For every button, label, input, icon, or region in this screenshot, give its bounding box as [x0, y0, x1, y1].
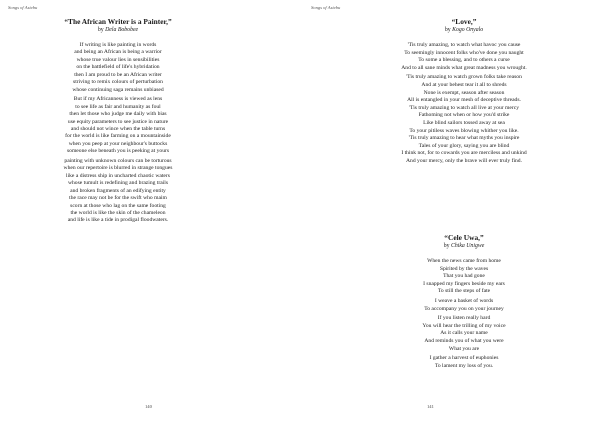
poem-line: I gather a harvest of euphonies: [429, 355, 499, 362]
byline: [11, 26, 225, 34]
poem-line: To your pitiless waves blowing whither you like.: [409, 127, 519, 134]
poem-line: All is entangled in your mesh of deceptive threads.: [407, 97, 521, 104]
poem-line: And to all sane minds what great madness you wrought.: [401, 64, 527, 71]
poem-line: when you peep at your neighbour's buttocks: [68, 140, 168, 147]
author-name: Chika Unigwe: [450, 243, 485, 249]
poem-african-writer: [11, 17, 225, 227]
poem-line: like a distress ship in uncharted chaotic waters: [66, 172, 170, 179]
poem-line: To some a blessing, and to others a curse: [418, 57, 510, 64]
poem-line: whose tumult is redefining and brazing trails: [67, 180, 169, 187]
poem-line: I weave a basket of words: [434, 297, 494, 304]
poem-body: [11, 42, 225, 225]
poem-line: Spirited by the waves: [439, 265, 489, 272]
poem-line: You will hear the trilling of my voice: [422, 322, 506, 329]
poem-line: When the news came from home: [427, 258, 501, 264]
poem-line: for the world is like farming on a mountainside: [65, 133, 171, 140]
poem-line: If you listen really hard: [437, 315, 491, 322]
stanza: [359, 315, 569, 353]
running-head: Songs of Asiebu: [311, 5, 341, 10]
poem-line: scorn at those who lag on the same footing: [70, 202, 166, 209]
poem-line: then let those who judge me daily with bias: [69, 111, 167, 118]
page-number: 141: [427, 404, 434, 409]
running-head: Songs of Asiebu: [8, 5, 38, 10]
stanza: [359, 74, 569, 165]
stanza: [11, 96, 225, 156]
poem-line: Tales of your glory, saying you are blind: [418, 142, 510, 149]
page-number: 140: [145, 404, 152, 409]
poem-line: 'Tis truly amazing, to watch what havoc you cause: [407, 42, 521, 48]
poem-line: and being an African is being a warrior: [74, 49, 162, 56]
poem-line: 'Tis truly amazing to watch grown folks take reason: [406, 74, 522, 81]
poem-line: and life is like a tide in prodigal floodwaters.: [67, 217, 169, 224]
poem-title: “Cele Uwa,”: [444, 233, 484, 242]
poem-line: If writing is like painting in words: [79, 42, 157, 48]
poem-line: I think not, for to cowards you are merciless and unkind: [401, 150, 527, 157]
poem-line: But if my Africanness is viewed as lens: [73, 96, 163, 103]
poem-line: 'Tis truly amazing to hear what myths you inspire: [408, 135, 520, 142]
poem-line: That you had gone: [443, 273, 485, 280]
poem-line: To lament my loss of you.: [434, 362, 494, 369]
byline-prefix: by: [97, 27, 104, 33]
stanza: [359, 355, 569, 370]
poem-line: whose true valour lies in sensibilities: [76, 56, 160, 63]
poem-line: then I am proud to be an African writer: [74, 71, 162, 78]
poem-line: Fathoming not when or how you'd strike: [418, 112, 510, 119]
poem-line: striving to remix colours of perturbation: [73, 79, 163, 86]
stanza: [359, 42, 569, 72]
poem-line: As it calls your name: [440, 330, 488, 337]
poem-line: the world is like the skin of the chameleon: [70, 209, 166, 216]
stanza: [11, 42, 225, 94]
byline-prefix: by: [443, 243, 450, 249]
stanza: [359, 298, 569, 313]
poem-line: painting with unknown colours can be torturous: [64, 157, 172, 164]
poem-line: 'Tis truly amazing to watch all live at your mercy: [408, 104, 519, 111]
poem-line: on the battlefield of life's hybridation: [76, 64, 160, 71]
poem-body: [359, 42, 569, 166]
poem-love: [359, 17, 569, 168]
poem-body: [359, 258, 569, 370]
author-name: Dela Bobobee: [105, 27, 139, 33]
poem-line: use equity parameters to see justice in nature: [67, 118, 169, 125]
poem-line: when our repertoire is blurred in strange tongues: [63, 165, 173, 172]
byline: [359, 242, 569, 250]
right-page: [300, 0, 600, 424]
poem-cele-uwa: [359, 233, 569, 372]
poem-line: And reminds you of what you were: [424, 337, 504, 344]
poem-line: the race may not be for the swift who maim: [69, 195, 167, 202]
poem-line: To seemingly innocent folks who've done you naught: [404, 49, 524, 56]
poem-line: Like blind sailors tossed away at sea: [423, 119, 505, 126]
author-name: Kogo Onyalo: [452, 27, 484, 33]
poem-line: I snapped my fingers beside my ears: [423, 280, 505, 287]
poem-line: to see life as fair and humanity as foul: [75, 103, 161, 110]
poem-line: And at your behest tear it all to shreds: [421, 81, 507, 88]
poem-line: and should not wince when the table turns: [70, 125, 166, 132]
poem-line: And your mercy, only the brave will ever truly find.: [406, 157, 522, 164]
stanza: [359, 258, 569, 296]
poem-line: None is exempt, season after season: [423, 89, 505, 96]
poem-line: someone else beneath you is peeking at yours: [66, 148, 170, 155]
poem-line: and broken fragments of an edifying entity: [70, 187, 166, 194]
poem-line: To accompany you on your journey: [424, 305, 504, 312]
poem-title: “The African Writer is a Painter,”: [64, 17, 172, 26]
poem-line: whose continuing saga remains unbiased: [72, 86, 164, 93]
poem-title: “Love,”: [451, 17, 477, 26]
poem-line: To still the steps of fate: [437, 288, 491, 295]
byline: [359, 26, 569, 34]
stanza: [11, 158, 225, 225]
poem-line: What you are: [448, 345, 480, 352]
byline-prefix: by: [444, 27, 451, 33]
